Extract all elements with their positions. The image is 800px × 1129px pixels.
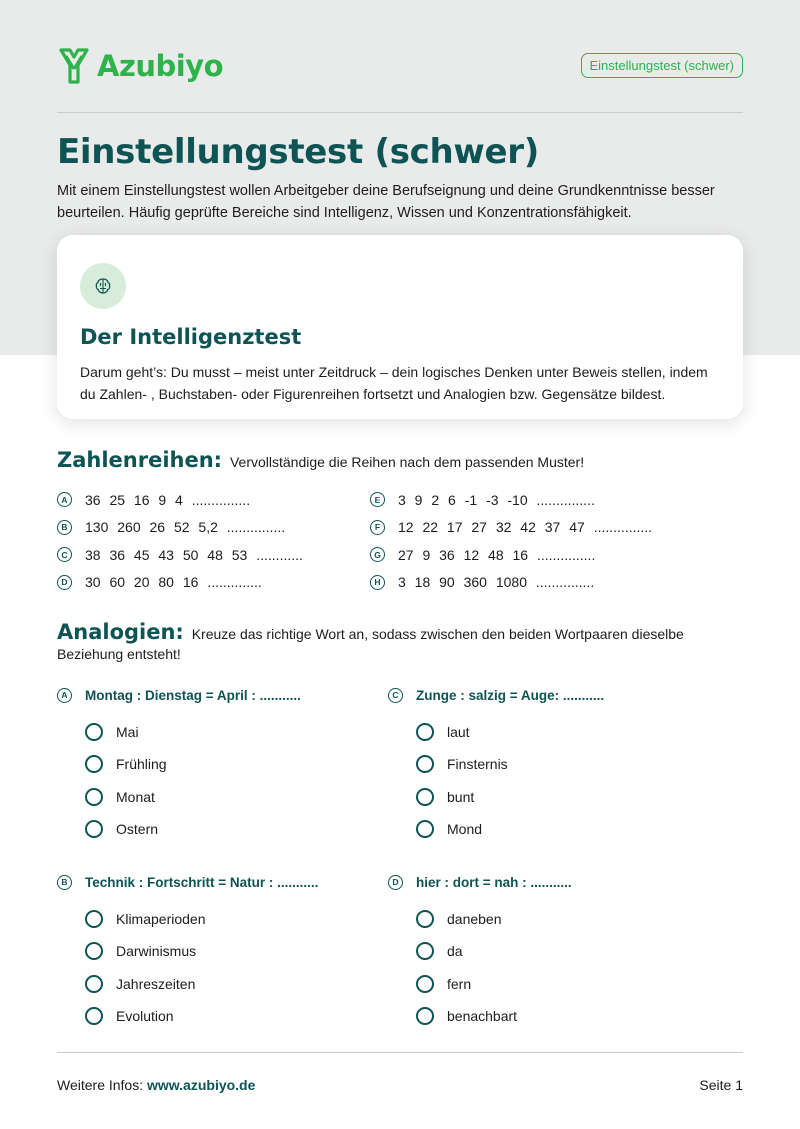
sequence-item-a xyxy=(57,486,397,514)
intro-text: Mit einem Einstellungstest wollen Arbeitgeber deine Berufseignung und deine Grundkenntnisse besser beurteilen. Häufig geprüfte Bereiche sind Intelligenz, Wissen und Konzentrationsfähigkeit. xyxy=(57,183,715,221)
sequence-text: 27 9 36 12 48 16 ............... xyxy=(398,546,596,563)
option-item[interactable] xyxy=(85,781,377,813)
card-title: Der Intelligenztest xyxy=(80,325,302,349)
option-label: Ostern xyxy=(116,821,159,838)
sequence-text: 12 22 17 27 32 42 37 47 ............... xyxy=(398,519,653,536)
letter-marker: D xyxy=(388,875,403,890)
brand-name: Azubiyo xyxy=(97,49,223,83)
radio-button[interactable] xyxy=(416,942,434,960)
option-item[interactable] xyxy=(85,748,377,780)
azubiyo-logo-icon xyxy=(57,46,91,86)
page-number: Seite 1 xyxy=(699,1077,743,1093)
sequence-item-g xyxy=(370,541,710,569)
letter-marker: D xyxy=(57,575,72,590)
sequence-text: 38 36 45 43 50 48 53 ............ xyxy=(85,546,303,563)
option-item[interactable] xyxy=(416,748,708,780)
sequence-item-h xyxy=(370,569,710,597)
option-item[interactable] xyxy=(416,968,708,1000)
radio-button[interactable] xyxy=(416,788,434,806)
radio-button[interactable] xyxy=(85,788,103,806)
radio-button[interactable] xyxy=(85,723,103,741)
option-label: Mond xyxy=(447,821,483,838)
option-label: Darwinismus xyxy=(116,943,197,960)
option-item[interactable] xyxy=(85,968,377,1000)
sequence-item-d xyxy=(57,569,397,597)
option-label: da xyxy=(447,943,463,960)
footer-label: Weitere Infos: xyxy=(57,1077,144,1093)
option-item[interactable] xyxy=(416,781,708,813)
footer-divider xyxy=(57,1052,743,1053)
option-item[interactable] xyxy=(85,935,377,967)
option-label: bunt xyxy=(447,788,475,805)
option-item[interactable] xyxy=(416,1000,708,1032)
sequence-text: 130 260 26 52 5,2 ............... xyxy=(85,519,286,536)
option-label: laut xyxy=(447,724,470,741)
sequence-item-b xyxy=(57,514,397,542)
letter-marker: F xyxy=(370,520,385,535)
zahlenreihen-heading xyxy=(57,450,737,472)
analogy-question-text: hier : dort = nah : ........... xyxy=(416,874,572,890)
analogy-question-text: Montag : Dienstag = April : ........... xyxy=(85,687,301,703)
sequence-item-e xyxy=(370,486,710,514)
sequence-item-f xyxy=(370,514,710,542)
analogy-question-c xyxy=(388,685,708,845)
option-label: Evolution xyxy=(116,1008,174,1025)
analogien-instruction: Kreuze das richtige Wort an, sodass zwischen den beiden Wortpaaren dieselbe Beziehung entsteht! xyxy=(57,626,684,662)
footer-info xyxy=(57,1077,255,1093)
difficulty-badge: Einstellungstest (schwer) xyxy=(581,53,744,78)
option-item[interactable] xyxy=(416,935,708,967)
radio-button[interactable] xyxy=(416,723,434,741)
brain-icon xyxy=(80,263,126,309)
option-label: benachbart xyxy=(447,1008,518,1025)
sequence-text: 3 18 90 360 1080 ............... xyxy=(398,574,595,591)
option-label: Finsternis xyxy=(447,756,508,773)
letter-marker: A xyxy=(57,492,72,507)
sequence-column-right xyxy=(370,486,710,596)
option-label: Mai xyxy=(116,724,139,741)
sequence-text: 36 25 16 9 4 ............... xyxy=(85,491,251,508)
letter-marker: C xyxy=(57,547,72,562)
sequence-text: 30 60 20 80 16 .............. xyxy=(85,574,262,591)
radio-button[interactable] xyxy=(85,975,103,993)
radio-button[interactable] xyxy=(85,820,103,838)
radio-button[interactable] xyxy=(416,975,434,993)
sequence-item-c xyxy=(57,541,397,569)
letter-marker: A xyxy=(57,688,72,703)
option-label: Frühling xyxy=(116,756,167,773)
option-item[interactable] xyxy=(416,813,708,845)
analogy-question-b xyxy=(57,872,377,1032)
analogien-heading xyxy=(57,622,737,664)
option-item[interactable] xyxy=(85,716,377,748)
option-item[interactable] xyxy=(416,903,708,935)
radio-button[interactable] xyxy=(85,755,103,773)
analogien-title: Analogien: xyxy=(57,620,184,644)
option-label: Jahreszeiten xyxy=(116,975,196,992)
option-label: Monat xyxy=(116,788,155,805)
footer-link[interactable]: www.azubiyo.de xyxy=(147,1077,256,1093)
letter-marker: H xyxy=(370,575,385,590)
zahlenreihen-instruction: Vervollständige die Reihen nach dem passenden Muster! xyxy=(229,454,585,470)
analogy-question-text: Technik : Fortschritt = Natur : ........... xyxy=(85,874,319,890)
radio-button[interactable] xyxy=(85,910,103,928)
card-text: Darum geht’s: Du musst – meist unter Zeitdruck – dein logisches Denken unter Beweis stellen, indem du Zahlen- , Buchstaben- oder Figurenreihen fortsetzt und Analogien bzw. Gegensätze bildest. xyxy=(80,364,708,402)
letter-marker: B xyxy=(57,520,72,535)
option-item[interactable] xyxy=(85,813,377,845)
analogy-question-text: Zunge : salzig = Auge: ........... xyxy=(416,687,605,703)
radio-button[interactable] xyxy=(85,942,103,960)
letter-marker: E xyxy=(370,492,385,507)
letter-marker: C xyxy=(388,688,403,703)
analogy-question-a xyxy=(57,685,377,845)
radio-button[interactable] xyxy=(416,1007,434,1025)
intelligence-card xyxy=(57,235,743,419)
zahlenreihen-title: Zahlenreihen: xyxy=(57,448,223,472)
letter-marker: B xyxy=(57,875,72,890)
header xyxy=(57,46,743,90)
option-label: Klimaperioden xyxy=(116,911,206,928)
radio-button[interactable] xyxy=(416,755,434,773)
analogy-question-d xyxy=(388,872,708,1032)
option-item[interactable] xyxy=(416,716,708,748)
radio-button[interactable] xyxy=(85,1007,103,1025)
radio-button[interactable] xyxy=(416,820,434,838)
radio-button[interactable] xyxy=(416,910,434,928)
sequence-column-left xyxy=(57,486,397,596)
page-title: Einstellungstest (schwer) xyxy=(57,132,539,172)
option-label: daneben xyxy=(447,911,502,928)
sequence-text: 3 9 2 6 -1 -3 -10 ............... xyxy=(398,491,595,508)
header-divider xyxy=(57,112,743,113)
option-item[interactable] xyxy=(85,1000,377,1032)
option-label: fern xyxy=(447,975,472,992)
letter-marker: G xyxy=(370,547,385,562)
brand-logo[interactable] xyxy=(57,46,223,86)
option-item[interactable] xyxy=(85,903,377,935)
